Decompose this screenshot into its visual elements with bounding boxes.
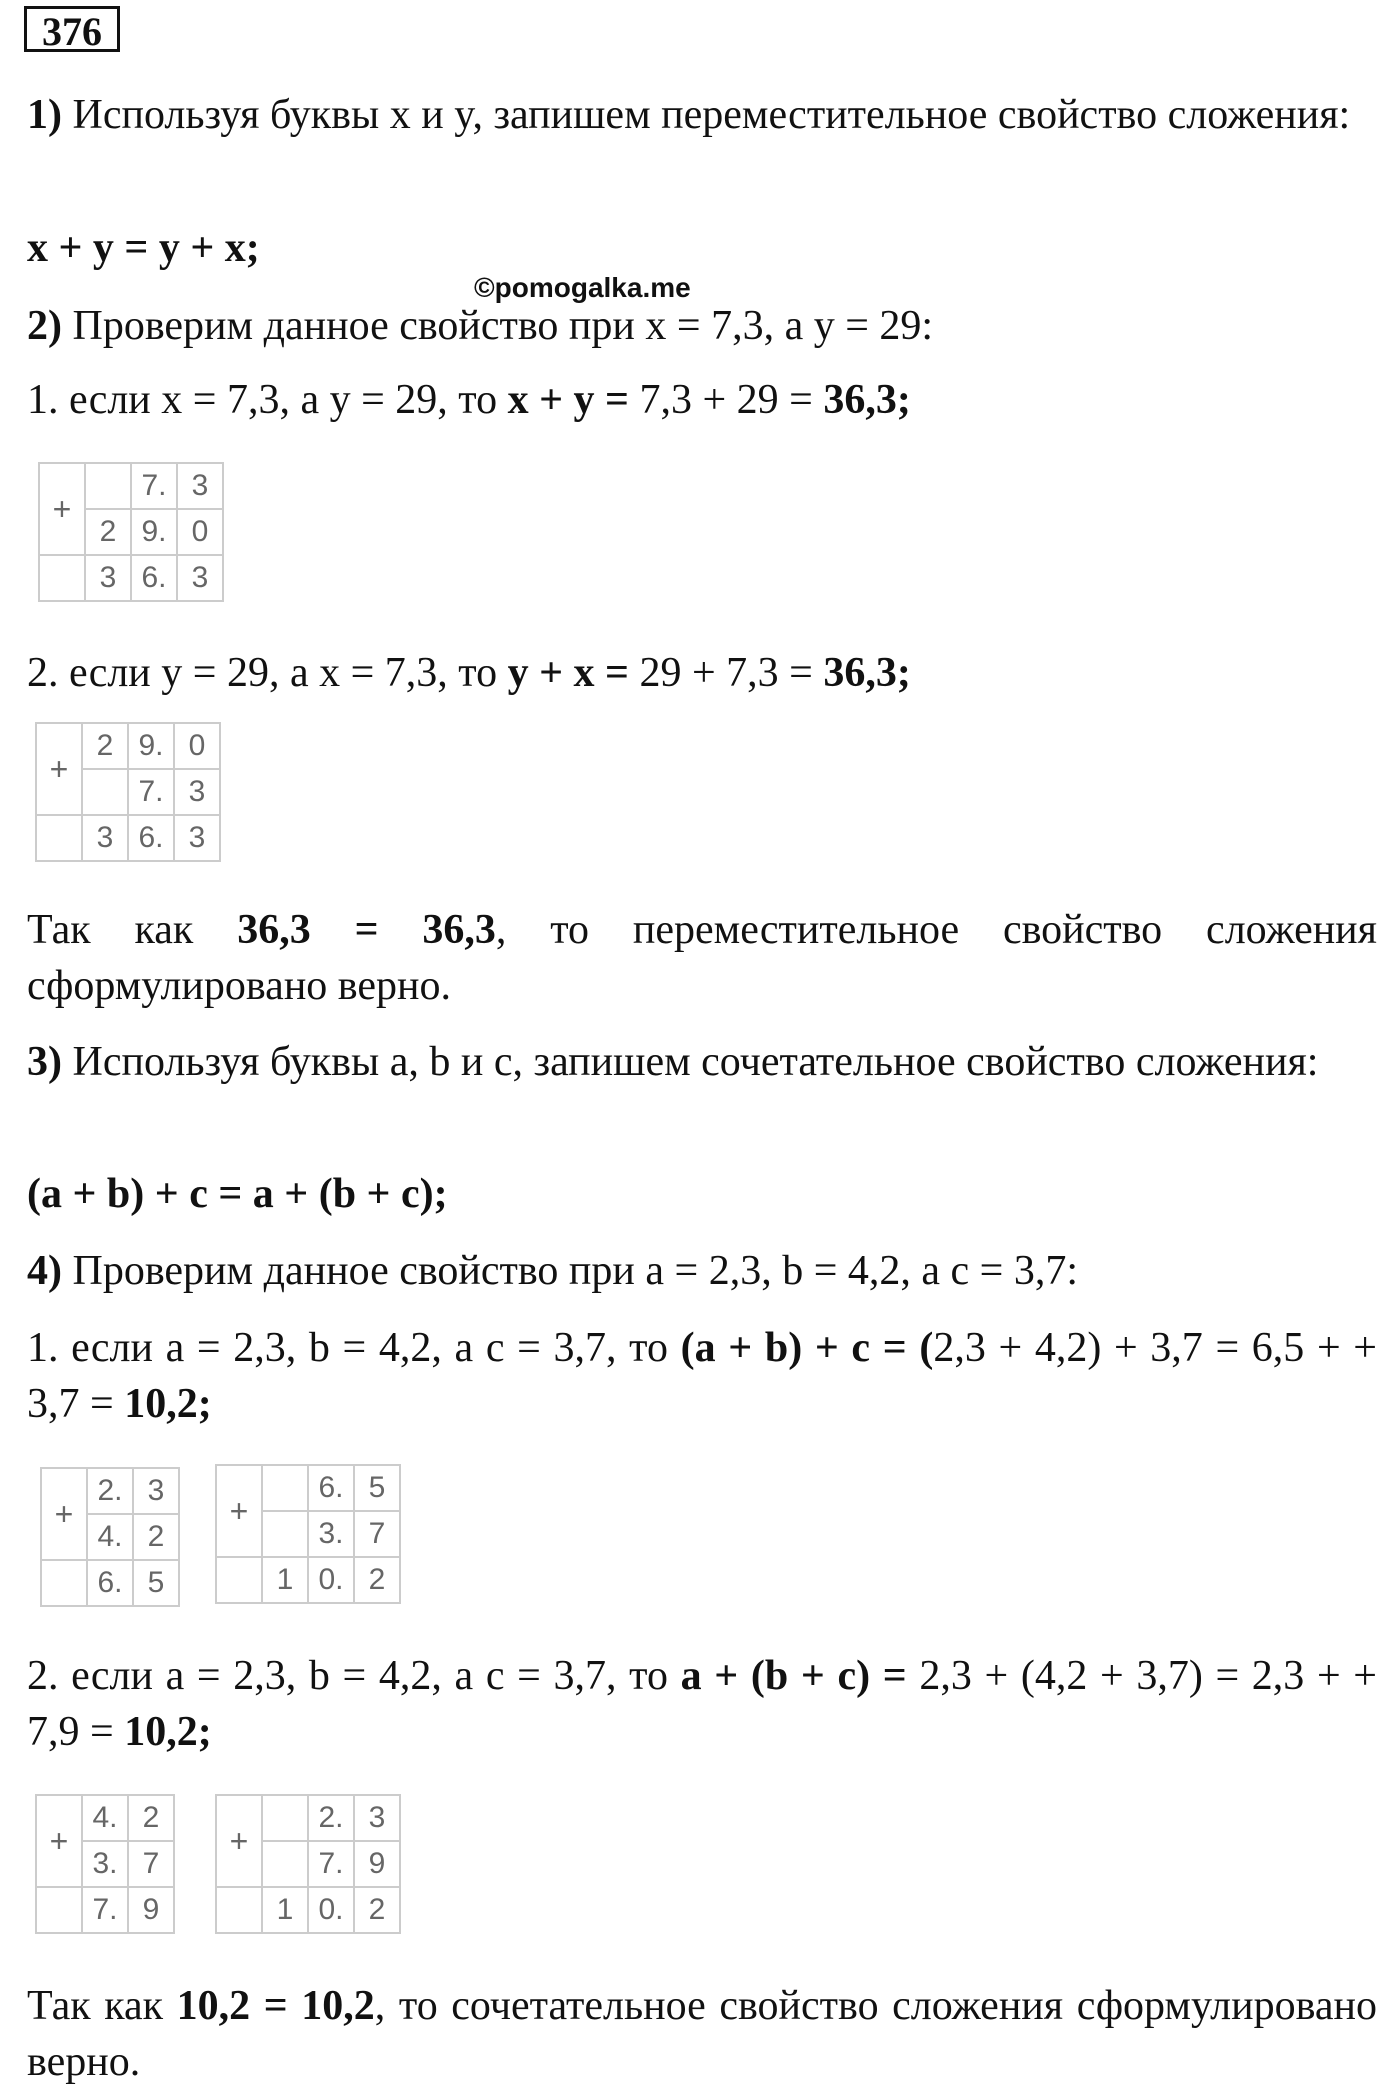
bold-text: 10,2 = 10,2 bbox=[176, 1983, 375, 2029]
line-1 bbox=[27, 87, 1377, 143]
column-addition-1 bbox=[38, 462, 224, 602]
plus-sign: + bbox=[36, 723, 82, 815]
digit-cell: 5 bbox=[133, 1560, 179, 1606]
digit-cell: 3 bbox=[174, 769, 220, 815]
column-addition-2 bbox=[35, 722, 221, 862]
empty-cell bbox=[36, 815, 82, 861]
digit-cell: 1 bbox=[262, 1887, 308, 1933]
digit-cell: 7. bbox=[131, 463, 177, 509]
bold-text: 1) bbox=[27, 92, 62, 138]
digit-cell: 9. bbox=[131, 509, 177, 555]
digit-cell: 6. bbox=[128, 815, 174, 861]
digit-cell: 2 bbox=[82, 723, 128, 769]
text: 2. если a = 2,3, b = 4,2, а c = 3,7, то bbox=[27, 1653, 681, 1699]
digit-cell: 7. bbox=[308, 1841, 354, 1887]
digit-cell: 3. bbox=[308, 1511, 354, 1557]
column-addition-5 bbox=[35, 1794, 175, 1934]
line-9 bbox=[27, 1243, 1377, 1299]
line-5 bbox=[27, 645, 1377, 701]
digit-cell: 6. bbox=[308, 1465, 354, 1511]
empty-cell bbox=[39, 555, 85, 601]
digit-cell bbox=[262, 1841, 308, 1887]
bold-text: 36,3 = 36,3 bbox=[237, 907, 496, 953]
digit-cell: 7. bbox=[82, 1887, 128, 1933]
digit-cell: 3 bbox=[177, 463, 223, 509]
digit-cell: 0 bbox=[174, 723, 220, 769]
problem-number: 376 bbox=[24, 6, 120, 52]
bold-text: 36,3; bbox=[823, 650, 911, 696]
digit-cell: 3 bbox=[82, 815, 128, 861]
line-6 bbox=[27, 902, 1388, 1014]
digit-cell: 9 bbox=[128, 1887, 174, 1933]
digit-cell: 9 bbox=[354, 1841, 400, 1887]
digit-cell: 2 bbox=[354, 1557, 400, 1603]
digit-cell: 6. bbox=[87, 1560, 133, 1606]
text: 2,3 + 4,2) + 3,7 = 6,5 + + 3,7 = bbox=[27, 1325, 1388, 1427]
plus-sign: + bbox=[216, 1795, 262, 1887]
digit-cell: 2 bbox=[128, 1795, 174, 1841]
digit-cell: 2. bbox=[87, 1468, 133, 1514]
text: Используя буквы a, b и c, запишем сочетательное свойство сложения: bbox=[62, 1039, 1319, 1085]
digit-cell: 1 bbox=[262, 1557, 308, 1603]
digit-cell: 3 bbox=[133, 1468, 179, 1514]
digit-cell: 0 bbox=[177, 509, 223, 555]
text: 2. если y = 29, а x = 7,3, то bbox=[27, 650, 508, 696]
line-7 bbox=[27, 1034, 1377, 1090]
plus-sign: + bbox=[39, 463, 85, 555]
digit-cell: 2 bbox=[133, 1514, 179, 1560]
text: Так как bbox=[27, 907, 238, 953]
digit-cell: 3 bbox=[85, 555, 131, 601]
column-addition-6 bbox=[215, 1794, 401, 1934]
digit-cell: 3 bbox=[177, 555, 223, 601]
line-11 bbox=[27, 1648, 1388, 1760]
text: 29 + 7,3 = bbox=[628, 650, 824, 696]
empty-cell bbox=[36, 1887, 82, 1933]
digit-cell: 7. bbox=[128, 769, 174, 815]
digit-cell: 2. bbox=[308, 1795, 354, 1841]
digit-cell: 0. bbox=[308, 1557, 354, 1603]
bold-text: 10,2; bbox=[124, 1709, 212, 1755]
digit-cell bbox=[262, 1795, 308, 1841]
bold-text: 3) bbox=[27, 1039, 62, 1085]
digit-cell: 7 bbox=[354, 1511, 400, 1557]
text: , то переместительное свойство сложения сформулировано верно. bbox=[27, 907, 1388, 1009]
text: , то сочетательное свойство сложения сформулировано верно. bbox=[27, 1983, 1388, 2085]
plus-sign: + bbox=[36, 1795, 82, 1887]
plus-sign: + bbox=[216, 1465, 262, 1557]
text: Используя буквы x и y, запишем переместительное свойство сложения: bbox=[62, 92, 1351, 138]
text: Так как bbox=[27, 1983, 177, 2029]
digit-cell bbox=[82, 769, 128, 815]
digit-cell: 3 bbox=[354, 1795, 400, 1841]
empty-cell bbox=[41, 1560, 87, 1606]
empty-cell bbox=[216, 1887, 262, 1933]
line-10 bbox=[27, 1320, 1388, 1432]
line-3 bbox=[27, 298, 1377, 354]
bold-text: 2) bbox=[27, 303, 62, 349]
empty-cell bbox=[216, 1557, 262, 1603]
digit-cell bbox=[262, 1511, 308, 1557]
digit-cell: 0. bbox=[308, 1887, 354, 1933]
bold-text: 4) bbox=[27, 1248, 62, 1294]
digit-cell: 2 bbox=[354, 1887, 400, 1933]
text: 1. если a = 2,3, b = 4,2, а c = 3,7, то bbox=[27, 1325, 681, 1371]
digit-cell: 6. bbox=[131, 555, 177, 601]
watermark: ©pomogalka.me bbox=[474, 272, 691, 303]
digit-cell: 3. bbox=[82, 1841, 128, 1887]
plus-sign: + bbox=[41, 1468, 87, 1560]
digit-cell: 4. bbox=[82, 1795, 128, 1841]
digit-cell bbox=[85, 463, 131, 509]
digit-cell: 4. bbox=[87, 1514, 133, 1560]
text: 7,3 + 29 = bbox=[628, 377, 824, 423]
bold-text: 10,2; bbox=[124, 1381, 212, 1427]
column-addition-4 bbox=[215, 1464, 401, 1604]
bold-text: x + y = y + x; bbox=[27, 225, 260, 271]
line-4 bbox=[27, 372, 1377, 428]
bold-text: (a + b) + c = ( bbox=[680, 1325, 934, 1371]
digit-cell bbox=[262, 1465, 308, 1511]
column-addition-3 bbox=[40, 1467, 180, 1607]
bold-text: 36,3; bbox=[823, 377, 911, 423]
line-2 bbox=[27, 220, 1377, 276]
bold-text: a + (b + c) = bbox=[680, 1653, 907, 1699]
bold-text: x + y = bbox=[507, 377, 629, 423]
text: 1. если x = 7,3, а y = 29, то bbox=[27, 377, 508, 423]
text: 2,3 + (4,2 + 3,7) = 2,3 + + 7,9 = bbox=[27, 1653, 1388, 1755]
digit-cell: 2 bbox=[85, 509, 131, 555]
digit-cell: 9. bbox=[128, 723, 174, 769]
digit-cell: 3 bbox=[174, 815, 220, 861]
bold-text: y + x = bbox=[507, 650, 629, 696]
digit-cell: 5 bbox=[354, 1465, 400, 1511]
text: Проверим данное свойство при x = 7,3, а y = 29: bbox=[62, 303, 934, 349]
digit-cell: 7 bbox=[128, 1841, 174, 1887]
line-12 bbox=[27, 1978, 1388, 2090]
text: Проверим данное свойство при a = 2,3, b = 4,2, а c = 3,7: bbox=[62, 1248, 1079, 1294]
bold-text: (a + b) + c = a + (b + c); bbox=[27, 1171, 448, 1217]
line-8 bbox=[27, 1166, 1377, 1222]
